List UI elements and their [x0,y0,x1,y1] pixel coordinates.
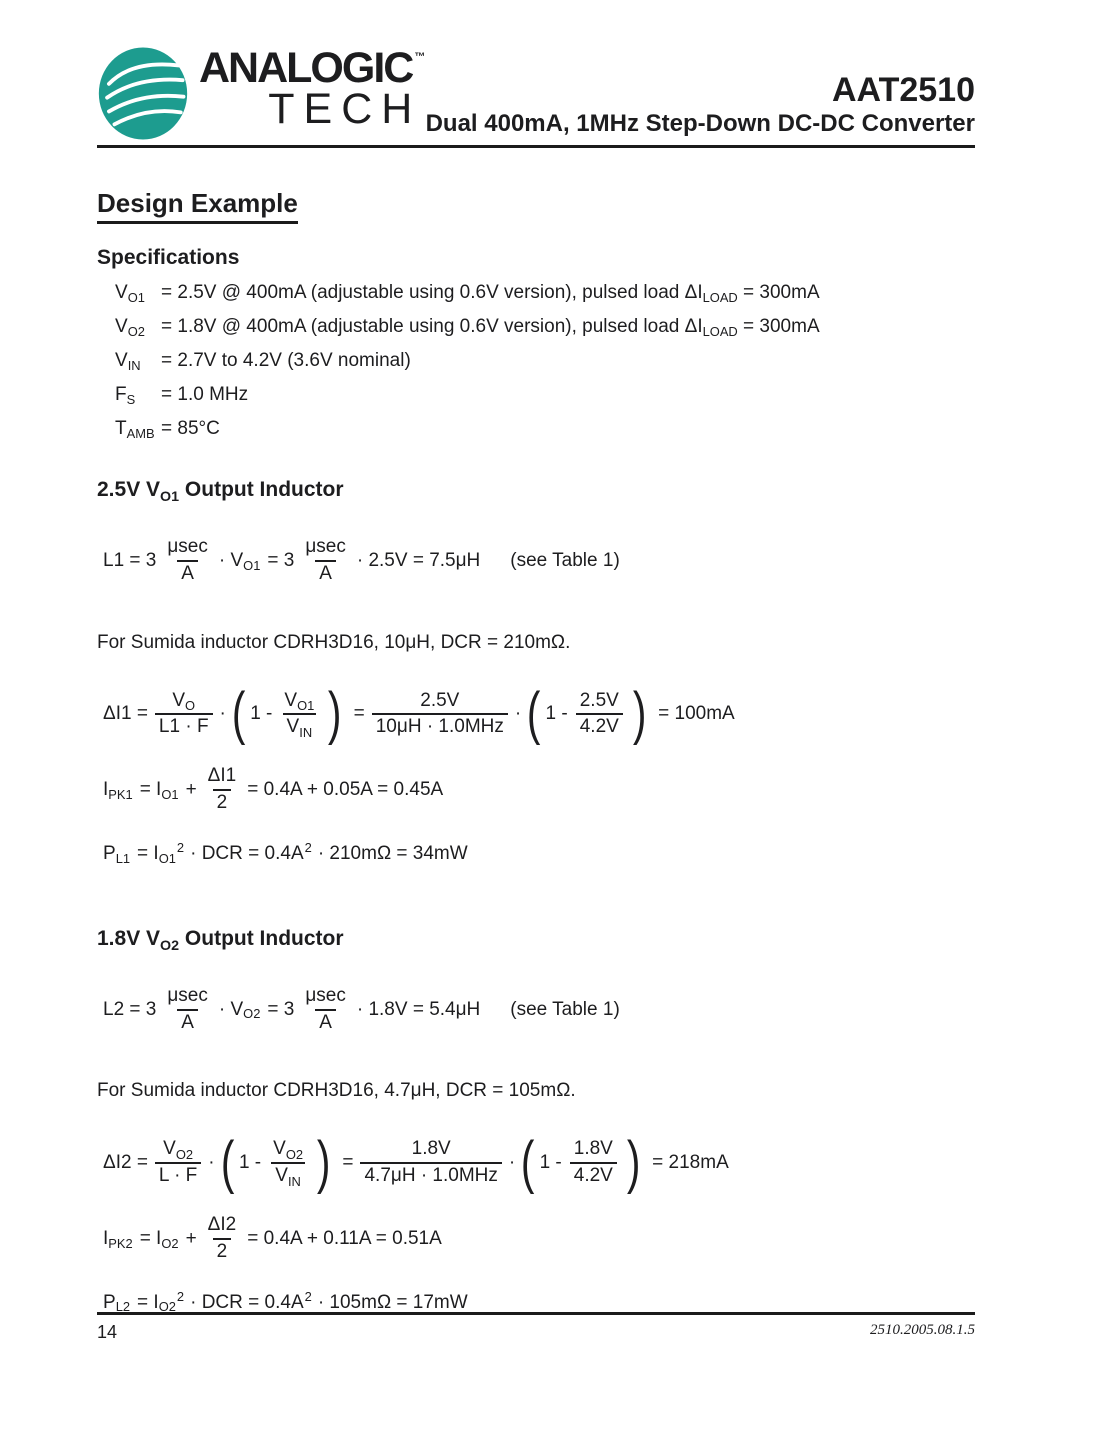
specifications-list [115,282,975,440]
page-header [97,46,975,141]
spec-value [161,316,820,338]
spec-symbol: V [115,282,128,303]
fraction [204,1214,241,1264]
fraction-numerator: 1.8V [411,1138,451,1160]
formula-text: + [185,778,197,800]
fraction [163,985,212,1035]
fraction [576,690,623,740]
formula-text: + [185,1227,197,1249]
spec-row-vin [115,350,975,372]
spec-text-sub: LOAD [702,290,738,306]
spec-value [161,384,248,406]
spec-text: = 1.0 MHz [161,384,249,405]
fraction [360,1138,501,1188]
formula-text: 1 - [238,1152,262,1174]
formula-text: = I [139,1227,162,1249]
spec-label [115,384,161,406]
formula-text: I [103,778,109,800]
fraction [280,690,318,740]
section-heading-vo1 [97,478,975,505]
formula-ipk1 [103,765,975,815]
footer-page-number: 14 [97,1322,118,1342]
fraction-denominator: 4.2V [570,1162,617,1188]
fraction-numerator [168,690,199,714]
formula-text: · V [218,998,244,1020]
formula-sub: O1 [243,557,261,573]
formula-sub: O1 [161,786,179,802]
spec-text: = 2.7V to 4.2V (3.6V nominal) [161,350,411,371]
spec-symbol-sub: S [126,392,136,408]
spec-label [115,282,161,304]
fraction-denominator: L · F [155,1162,201,1188]
spec-label [115,418,161,440]
company-logo [97,46,425,141]
formula-note: (see Table 1) [510,549,620,571]
heading-sub: O1 [160,488,180,505]
formula-text: = 3 [267,998,295,1020]
fraction-denominator: 4.7μH · 1.0MHz [360,1162,501,1188]
paren-group [229,681,345,747]
spec-text-sub: LOAD [702,324,738,340]
formula-sub: O1 [297,697,315,713]
formula-text: · [219,703,226,725]
section-heading-vo2 [97,926,975,954]
formula-text: ΔI1 = [103,703,148,725]
formula-pl2 [103,1288,975,1315]
spec-text: = 85°C [161,418,220,439]
left-paren: ( [220,1129,235,1195]
fraction-numerator [159,1138,197,1162]
spec-symbol-sub: O2 [127,324,145,340]
formula-text: V [284,689,298,711]
fraction [301,536,350,586]
fraction-numerator: ΔI1 [207,765,237,787]
formula-sup: 2 [304,839,312,855]
fraction-numerator: μsec [167,984,208,1006]
formula-text: I [103,1227,109,1249]
footer-doc-code: 2510.2005.08.1.5 [870,1322,975,1338]
formula-result: = 100mA [658,703,735,725]
formula-pl1 [103,839,975,866]
part-number: AAT2510 [832,71,975,110]
heading-text: 1.8V V [97,926,161,950]
formula-sub: O2 [161,1235,179,1251]
formula-text: · [508,1152,516,1174]
formula-text: = 3 [267,549,295,571]
formula-text: V [286,716,300,738]
brand-line2: TECH [268,84,422,133]
formula-sub: O2 [175,1146,194,1162]
fraction-numerator: μsec [305,984,346,1006]
formula-sup: 2 [304,1288,312,1304]
formula-delta-i1 [103,681,975,747]
heading-text: Output Inductor [179,926,344,950]
formula-text: = [342,1152,354,1174]
formula-text: V [273,1138,286,1160]
formula-text: · V [218,549,244,571]
fraction-numerator: μsec [305,536,346,557]
formula-sup: 2 [176,1288,185,1304]
spec-label [115,350,161,372]
fraction-denominator: 10μH · 1.0MHz [372,713,508,739]
left-paren: ( [527,681,541,747]
formula-ipk2 [103,1214,975,1264]
fraction [155,1138,201,1188]
header-title-block [426,71,975,141]
left-paren: ( [521,1129,535,1195]
spec-symbol-sub: AMB [126,426,155,442]
paren-group [524,681,649,747]
inductor-note-2: For Sumida inductor CDRH3D16, 4.7μH, DCR = 105mΩ. [97,1080,576,1102]
fraction-denominator: A [315,560,336,586]
spec-row-fs [115,384,975,406]
paren-group [518,1129,643,1195]
left-paren: ( [231,681,246,747]
heading-sub: O2 [160,937,180,954]
spec-label [115,316,161,338]
formula-text: · [208,1152,215,1174]
heading-text: 2.5V V [97,478,161,501]
formula-text: V [275,1165,288,1187]
spec-symbol-sub: IN [127,358,141,374]
formula-text: 1 - [250,703,273,725]
formula-sub: O2 [158,1299,176,1315]
formula-result: = 218mA [652,1152,729,1174]
fraction [163,536,212,586]
formula-text: ΔI2 = [103,1152,148,1174]
formula-text: L1 = 3 [103,549,157,571]
fraction [372,690,508,740]
spec-value [161,418,220,440]
right-paren: ) [316,1129,331,1195]
header-rule [97,145,975,148]
spec-symbol: F [115,384,127,405]
fraction-numerator [280,690,318,714]
spec-row-vo2 [115,316,975,338]
formula-result: = 0.4A + 0.11A = 0.51A [247,1227,442,1249]
spec-symbol: T [115,418,127,439]
fraction-denominator: A [315,1009,336,1035]
formula-text: = I [137,842,159,864]
fraction [155,690,213,740]
formula-text: · 1.8V = 5.4μH [356,998,481,1020]
heading-text: Output Inductor [179,478,344,501]
fraction-numerator: 2.5V [579,689,619,711]
formula-text: · [514,703,522,725]
formula-note: (see Table 1) [510,998,620,1020]
formula-sub: O2 [285,1146,304,1162]
formula-sub: PK1 [108,786,133,802]
fraction [301,985,350,1035]
part-subtitle: Dual 400mA, 1MHz Step-Down DC-DC Converter [425,110,975,138]
formula-l2 [103,985,975,1035]
brand-name-text: ANALOGIC [199,44,413,92]
formula-sub: L1 [115,850,131,866]
formula-text: = I [137,1291,159,1313]
formula-result: · 105mΩ = 17mW [317,1291,468,1313]
formula-text: 1 - [545,703,568,725]
formula-result: = 0.4A + 0.05A = 0.45A [247,778,444,800]
fraction-denominator: 2 [213,789,232,815]
spec-text: = 300mA [737,282,820,303]
fraction [269,1138,307,1188]
specifications-heading: Specifications [97,246,240,269]
spec-value [161,350,411,372]
formula-text: P [103,1291,116,1313]
formula-sup: 2 [176,839,185,855]
formula-text: · DCR = 0.4A [190,1291,304,1313]
right-paren: ) [626,1129,641,1195]
fraction [570,1138,617,1188]
page-footer [97,1312,975,1343]
fraction-numerator: 2.5V [420,689,460,711]
formula-text: P [103,842,116,864]
formula-sub: O [185,697,196,713]
fraction-denominator: 4.2V [576,713,623,739]
right-paren: ) [328,681,342,747]
fraction-denominator: L1 · F [155,713,213,739]
formula-text: V [163,1138,176,1160]
formula-delta-i2 [103,1129,975,1195]
spec-value [161,282,820,304]
inductor-note-1: For Sumida inductor CDRH3D16, 10μH, DCR = 210mΩ. [97,631,571,653]
paren-group [218,1129,334,1195]
fraction-denominator [283,713,317,739]
formula-l1 [103,536,975,586]
spec-row-tamb [115,418,975,440]
formula-text: V [172,689,186,711]
formula-text: · 2.5V = 7.5μH [356,549,481,571]
fraction-denominator: A [177,1009,198,1035]
fraction-numerator: 1.8V [573,1138,613,1160]
formula-text: 1 - [539,1152,562,1174]
fraction-numerator [269,1138,307,1162]
formula-text: L2 = 3 [103,998,157,1020]
spec-symbol: V [115,316,128,337]
formula-text: · DCR = 0.4A [190,842,304,864]
leaf-logo-icon [97,46,189,141]
spec-row-vo1 [115,282,975,304]
spec-symbol: V [115,350,128,371]
fraction-denominator: 2 [213,1238,232,1264]
spec-text: = 2.5V @ 400mA (adjustable using 0.6V version), pulsed load ΔI [161,282,703,303]
formula-text: = [353,703,365,725]
formula-sub: IN [299,724,313,740]
formula-text: = I [139,778,162,800]
spec-text: = 300mA [737,316,820,337]
fraction-numerator: ΔI2 [207,1213,237,1235]
right-paren: ) [632,681,647,747]
fraction-denominator [271,1162,305,1188]
trademark-symbol: ™ [414,51,426,63]
spec-text: = 1.8V @ 400mA (adjustable using 0.6V version), pulsed load ΔI [161,316,703,337]
spec-symbol-sub: O1 [127,290,145,306]
formula-sub: O2 [243,1006,261,1022]
brand-line1 [199,44,426,92]
formula-sub: PK2 [108,1235,133,1251]
formula-sub: L2 [115,1299,131,1315]
fraction-numerator: μsec [167,536,208,557]
fraction [204,765,241,815]
formula-sub: O1 [158,850,176,866]
formula-sub: IN [287,1173,301,1189]
brand-wordmark [199,44,426,133]
page-title: Design Example [97,188,298,224]
formula-result: · 210mΩ = 34mW [317,842,468,864]
fraction-denominator: A [177,560,198,586]
